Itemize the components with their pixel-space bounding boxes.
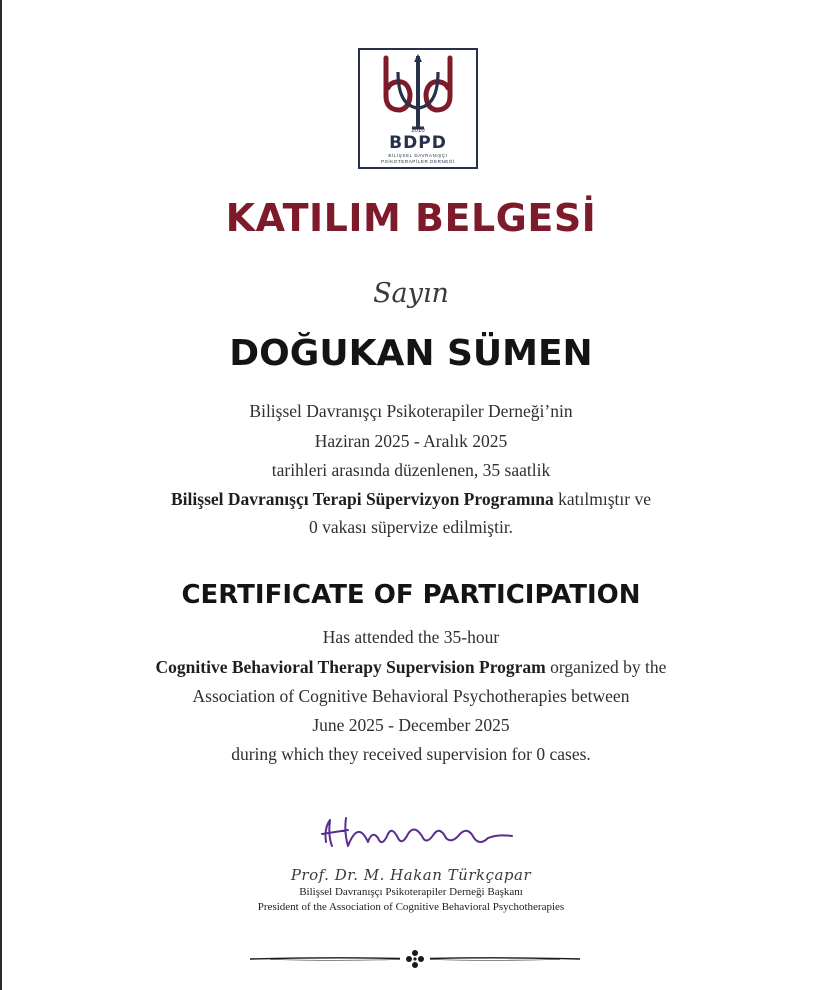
tr-line-dates: Haziran 2025 - Aralık 2025: [314, 431, 508, 451]
recipient-name: DOĞUKAN SÜMEN: [229, 333, 593, 374]
en-line-cases: during which they received supervision for 0 cases.: [231, 744, 591, 764]
en-program-name: Cognitive Behavioral Therapy Supervision Program: [155, 657, 546, 677]
en-line-dates: June 2025 - December 2025: [312, 715, 510, 735]
logo-abbreviation: BDPD: [389, 133, 447, 153]
signatory-name: Prof. Dr. M. Hakan Türkçapar: [290, 866, 532, 884]
logo-subtitle-line2: PSİKOTERAPİLER DERNEĞİ: [381, 159, 455, 164]
logo-subtitle-line1: BİLİŞSEL DAVRANIŞÇI: [388, 153, 448, 158]
logo-year: 2010: [411, 128, 425, 134]
tr-line-program: [0, 489, 822, 510]
salutation: Sayın: [373, 278, 449, 309]
en-line-association: Association of Cognitive Behavioral Psychotherapies between: [192, 686, 630, 706]
tr-line-association: Bilişsel Davranışçı Psikoterapiler Derneği’nin: [249, 401, 573, 421]
ornament-divider: [250, 949, 580, 969]
en-line-program: [0, 657, 822, 678]
tr-line-cases: 0 vakası süpervize edilmiştir.: [308, 517, 514, 537]
bdpd-logo: [358, 48, 478, 169]
en-program-suffix: organized by the: [545, 657, 667, 677]
signatory-title-tr: Bilişsel Davranışçı Psikoterapiler Derneği Başkanı: [299, 886, 523, 898]
en-line-hours: Has attended the 35-hour: [322, 627, 500, 647]
tr-program-suffix: katılmıştır ve: [553, 489, 651, 509]
certificate-title-en: CERTIFICATE OF PARTICIPATION: [181, 580, 641, 610]
tr-line-hours: tarihleri arasında düzenlenen, 35 saatlik: [271, 460, 551, 480]
tr-program-name: Bilişsel Davranışçı Terapi Süpervizyon Programına: [171, 489, 554, 509]
signatory-title-en: President of the Association of Cognitive Behavioral Psychotherapies: [257, 901, 565, 913]
handwritten-signature: [318, 812, 518, 856]
certificate-title-tr: KATILIM BELGESİ: [225, 196, 597, 240]
